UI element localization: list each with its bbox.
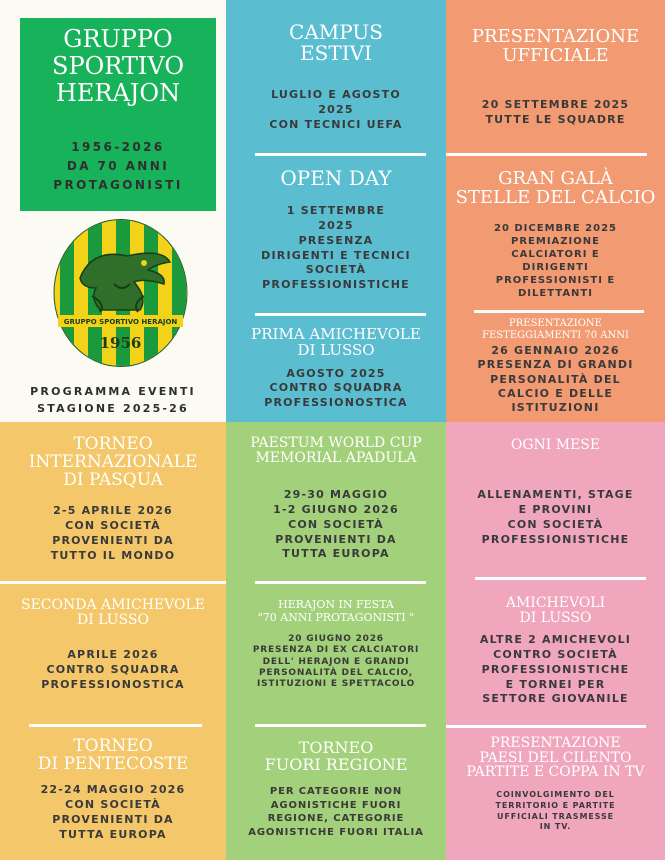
campus-details: LUGLIO E AGOSTO 2025 CON TECNICI UEFA [269,88,403,131]
divider [255,313,426,316]
torneo-pasqua-title: TORNEO INTERNAZIONALE DI PASQUA [28,434,198,490]
seconda-amichevole-details: APRILE 2026 CONTRO SQUADRA PROFESSIONOSTICA [41,648,185,691]
divider [255,153,426,156]
presentazione-title: PRESENTAZIONE UFFICIALE [471,26,640,66]
paesi-cilento-details: COINVOLGIMENTO DEL TERRITORIO E PARTITE UFFICIALI TRASMESSE IN TV. [495,790,616,832]
torneo-pentecoste-details: 22-24 MAGGIO 2026 CON SOCIETÀ PROVENIENTI DA TUTTA EUROPA [40,783,186,841]
torneo-pasqua-details: 2-5 APRILE 2026 CON SOCIETÀ PROVENIENTI DA TUTTO IL MONDO [50,504,176,562]
divider [475,577,646,580]
torneo-fuori-details: PER CATEGORIE NON AGONISTICHE FUORI REGIONE, CATEGORIE AGONISTICHE FUORI ITALIA [248,786,424,838]
prima-amichevole-details: AGOSTO 2025 CONTRO SQUADRA PROFESSIONOSTICA [264,367,408,409]
divider [446,153,647,156]
festeggiamenti-details: 26 GENNAIO 2026 PRESENZA DI GRANDI PERSONALITÀ DEL CALCIO E DELLE ISTITUZIONI [477,344,634,415]
seconda-amichevole-title: SECONDA AMICHEVOLE DI LUSSO [20,597,205,628]
paesi-cilento-title: PRESENTAZIONE PAESI DEL CILENTO PARTITE E COPPA IN TV [466,735,645,781]
column-blue [226,0,446,422]
campus-title: CAMPUS ESTIVI [289,20,383,65]
divider [255,581,426,584]
paestum-details: 29-30 MAGGIO 1-2 GIUGNO 2026 CON SOCIETÀ PROVENIENTI DA TUTTA EUROPA [273,488,399,561]
open-day-details: 1 SETTEMBRE 2025 PRESENZA DIRIGENTI E TECNICI SOCIETÀ PROFESSIONISTICHE [261,204,411,292]
divider [474,310,644,313]
column-salmon [446,0,665,422]
svg-text:GRUPPO SPORTIVO HERAJON: GRUPPO SPORTIVO HERAJON [63,318,178,326]
club-logo [52,218,189,368]
divider [446,725,646,728]
club-panel [0,0,226,422]
column-green [226,422,446,860]
club-name: GRUPPO SPORTIVO HERAJON [52,25,184,107]
amichevoli-details: ALTRE 2 AMICHEVOLI CONTRO SOCIETÀ PROFESSIONISTICHE E TORNEI PER SETTORE GIOVANILE [479,633,632,706]
svg-text:1956: 1956 [99,334,142,352]
column-pink [446,422,665,860]
divider [0,581,226,584]
amichevoli-title: AMICHEVOLI DI LUSSO [505,595,606,626]
gran-gala-details: 20 DICEMBRE 2025 PREMIAZIONE CALCIATORI E DIRIGENTI PROFESSIONISTI E DILETTANTI [493,223,617,299]
torneo-fuori-title: TORNEO FUORI REGIONE [264,738,408,774]
ogni-mese-title: OGNI MESE [510,437,601,453]
gran-gala-title: GRAN GALÀ STELLE DEL CALCIO [455,168,656,208]
torneo-pentecoste-title: TORNEO DI PENTECOSTE [37,736,189,774]
program-title: PROGRAMMA EVENTI STAGIONE 2025-26 [30,385,196,415]
open-day-title: OPEN DAY [280,166,392,190]
divider [255,724,426,727]
column-yellow [0,422,226,860]
ogni-mese-details: ALLENAMENTI, STAGE E PROVINI CON SOCIETÀ PROFESSIONISTICHE [477,488,634,546]
presentazione-details: 20 SETTEMBRE 2025 TUTTE LE SQUADRE [481,98,630,126]
club-anniversary: 1956-2026 DA 70 ANNI PROTAGONISTI [53,140,183,193]
festeggiamenti-title: PRESENTAZIONE FESTEGGIAMENTI 70 ANNI [482,318,629,341]
divider [29,724,202,727]
herajon-festa-details: 20 GIUGNO 2026 PRESENZA DI EX CALCIATORI DELL' HERAJON E GRANDI PERSONALITÀ DEL CALCIO, ISTITUZIONI E SPETTACOLO [252,634,420,689]
paestum-title: PAESTUM WORLD CUP MEMORIAL APADULA [250,435,422,466]
herajon-festa-title: HERAJON IN FESTA "70 ANNI PROTAGONISTI " [257,598,415,625]
prima-amichevole-title: PRIMA AMICHEVOLE DI LUSSO [251,325,421,359]
club-title-box [20,18,216,211]
